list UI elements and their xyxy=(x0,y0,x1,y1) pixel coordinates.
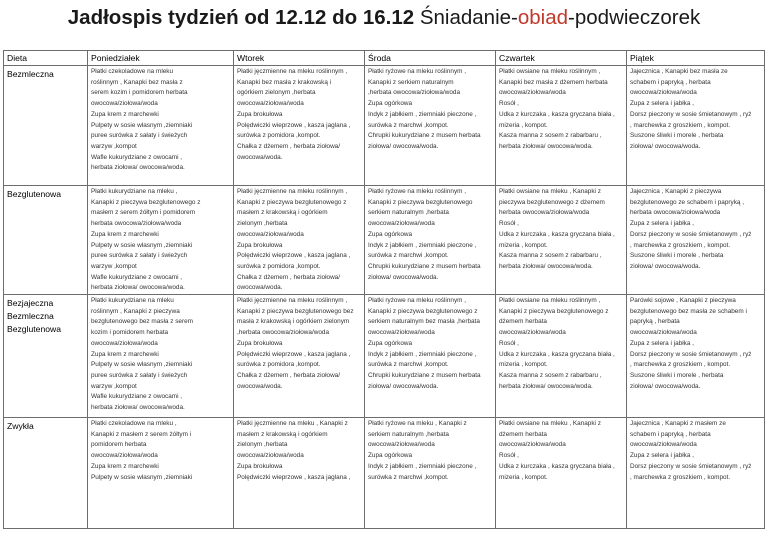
title-meal-breakfast: Śniadanie xyxy=(419,6,512,29)
menu-line: herbata ziołowa/ owocowa/woda. xyxy=(499,142,593,150)
menu-cell xyxy=(88,66,234,186)
menu-line: Zupa z selera i jabłka , xyxy=(630,220,694,228)
menu-cell xyxy=(496,66,627,186)
menu-line: warzyw ,kompot xyxy=(91,142,137,150)
menu-line: bezglutenowego ze schabem i papryką , xyxy=(630,198,745,206)
menu-line: Płatki jęczmienne na mleku , Kanapki z xyxy=(237,420,348,428)
menu-line: Płatki jęczmienne na mleku roślinnym , xyxy=(237,188,348,195)
menu-line: roślinnym , Kanapki z pieczywa xyxy=(91,307,180,315)
menu-cell xyxy=(496,295,627,418)
menu-line: Płatki czekoladowe na mleku xyxy=(91,68,174,75)
menu-line: Chrupki kukurydziane z musem herbata xyxy=(368,371,481,379)
menu-line: Dorsz pieczony w sosie śmietanowym , ryż xyxy=(630,462,752,470)
menu-cell xyxy=(365,418,496,529)
menu-line: Dorsz pieczony w sosie śmietanowym , ryż xyxy=(630,350,752,358)
menu-cell xyxy=(88,186,234,295)
menu-line: owocowa/ziołowa/woda xyxy=(91,452,158,460)
menu-line: Pulpety w sosie własnym ,ziemniaki xyxy=(91,241,193,249)
menu-line: Płatki ryżowe na mleku , Kanapki z xyxy=(368,420,467,428)
column-header-day: Piątek xyxy=(627,51,765,66)
menu-line: serem kozim i pomidorem herbata xyxy=(91,89,188,97)
menu-line: owocowa/ziołowa/woda xyxy=(368,441,435,449)
menu-line: Jajecznica , Kanapki bez masła ze xyxy=(630,68,728,75)
menu-line: Indyk z jabłkiem , ziemniaki pieczone , xyxy=(368,350,477,358)
menu-line: Dorsz pieczony w sosie śmietanowym , ryż xyxy=(630,230,752,238)
menu-cell xyxy=(365,186,496,295)
menu-line: Zupa z selera i jabłka , xyxy=(630,100,694,108)
menu-line: owocowa/ziołowa/woda xyxy=(368,220,435,228)
menu-line: Kanapki z pieczywa bezglutenowego z xyxy=(368,307,478,315)
menu-line: herbata owocowa/ziołowa/woda xyxy=(499,209,590,217)
diet-name: Bezjajeczna xyxy=(7,298,54,309)
menu-line: Chałka z dżemem , herbata ziołowa/ xyxy=(237,273,341,281)
menu-line: Płatki owsiane na mleku roślinnym , xyxy=(499,297,601,305)
diet-name: Bezglutenowa xyxy=(7,189,61,199)
menu-line: ,herbata owocowa/ziołowa/woda xyxy=(368,89,461,97)
column-header-day: Czwartek xyxy=(496,51,627,66)
menu-cell xyxy=(88,418,234,529)
menu-line: Jajecznica , Kanapki z pieczywa xyxy=(630,188,722,195)
menu-line: Płatki ryżowe na mleku roślinnym , xyxy=(368,68,467,75)
menu-line: warzyw ,kompot xyxy=(91,262,137,270)
menu-line: Kanapki z masłem z serem żółtym i xyxy=(91,430,192,438)
menu-cell xyxy=(365,66,496,186)
menu-line: Zupa krem z marchewki xyxy=(91,110,159,118)
menu-cell xyxy=(496,418,627,529)
menu-line: Rosół , xyxy=(499,339,519,347)
menu-line: surówka z marchwi ,kompot. xyxy=(368,252,449,260)
diet-name-cell xyxy=(4,186,88,295)
menu-line: zielonym ,herbata xyxy=(237,441,288,449)
menu-line: owocowa/woda. xyxy=(237,284,283,292)
menu-line: zielonym ,herbata xyxy=(237,220,288,228)
table-row xyxy=(4,66,765,186)
menu-line: , marchewka z groszkiem , kompot. xyxy=(630,473,731,481)
menu-line: Pulpety w sosie własnym ,ziemniaki xyxy=(91,361,193,369)
menu-line: Zupa ogórkowa xyxy=(368,100,413,108)
menu-line: owocowa/ziołowa/woda xyxy=(630,441,697,449)
column-header-day: Środa xyxy=(365,51,496,66)
table-row xyxy=(4,295,765,418)
menu-line: Indyk z jabłkiem , ziemniaki pieczone , xyxy=(368,462,477,470)
title-meal-snack: podwieczorek xyxy=(574,6,701,29)
menu-line: Zupa ogórkowa xyxy=(368,339,413,347)
menu-line: Suszone śliwki i morele , herbata xyxy=(630,252,724,260)
header-row xyxy=(4,51,765,66)
menu-line: owocowa/ziołowa/woda xyxy=(237,230,304,238)
menu-line: Kanapki z serkiem naturalnym xyxy=(368,78,454,86)
menu-cell xyxy=(627,418,765,529)
menu-line: , marchewka z groszkiem , kompot. xyxy=(630,361,731,369)
menu-line: Płatki jęczmienne na mleku roślinnym , xyxy=(237,297,348,305)
menu-line: Udka z kurczaka , kasza gryczana biała , xyxy=(499,350,615,358)
menu-cell xyxy=(627,186,765,295)
menu-cell xyxy=(627,295,765,418)
diet-name: Bezglutenowa xyxy=(7,324,61,335)
menu-line: Suszone śliwki i morele , herbata xyxy=(630,132,724,140)
diet-name: Zwykła xyxy=(7,421,34,432)
menu-line: ziołowa/ owocowa/woda. xyxy=(630,262,701,270)
menu-line: warzyw ,kompot xyxy=(91,382,137,390)
menu-line: Zupa krem z marchewki xyxy=(91,350,159,358)
menu-line: herbata owocowa/ziołowa/woda xyxy=(91,220,182,228)
column-header-day: Poniedziałek xyxy=(88,51,234,66)
page-title xyxy=(0,6,768,30)
menu-line: Indyk z jabłkiem , ziemniaki pieczone , xyxy=(368,241,477,249)
menu-line: Płatki owsiane na mleku , Kanapki z xyxy=(499,420,601,428)
title-main: Jadłospis tydzień od 12.12 do 16.12 xyxy=(67,6,415,29)
menu-line: ogórkiem zielonym ,herbata xyxy=(237,89,316,97)
menu-line: surówka z marchwi ,kompot. xyxy=(368,473,449,481)
menu-line: ,herbata owocowa/ziołowa/woda xyxy=(237,329,330,337)
menu-line: Płatki czekoladowe na mleku , xyxy=(91,420,177,428)
table-row xyxy=(4,418,765,529)
menu-line: Płatki kukurydziane na mleku xyxy=(91,297,174,305)
menu-line: Kasza manna z sosem z rabarbaru , xyxy=(499,252,602,260)
menu-line: Zupa krem z marchewki xyxy=(91,230,159,238)
menu-line: herbata ziołowa/ owocowa/woda. xyxy=(91,404,185,412)
menu-line: schabem i papryką , herbata xyxy=(630,430,711,438)
menu-line: Zupa ogórkowa xyxy=(368,452,413,460)
menu-line: Płatki kukurydziane na mleku , xyxy=(91,188,178,195)
menu-line: surówka z pomidora ,kompot. xyxy=(237,361,321,369)
menu-line: Pulpety w sosie własnym ,ziemniaki xyxy=(91,473,193,481)
menu-line: owocowa/ziołowa/woda xyxy=(630,329,697,337)
menu-line: owocowa/ziołowa/woda xyxy=(91,339,158,347)
menu-line: mizeria , kompot. xyxy=(499,473,548,481)
menu-line: Parówki sojowe , Kanapki z pieczywa xyxy=(630,297,736,305)
menu-line: herbata owocowa/ziołowa/woda xyxy=(630,209,721,217)
menu-line: Płatki owsiane na mleku roślinnym , xyxy=(499,68,601,75)
menu-line: Kanapki bez masła z dżemem herbata xyxy=(499,78,608,86)
column-header-day: Wtorek xyxy=(234,51,365,66)
menu-cell xyxy=(496,186,627,295)
menu-line: Rosół , xyxy=(499,100,519,108)
title-separator: - xyxy=(568,6,575,29)
menu-line: roślinnym , Kanapki bez masła z xyxy=(91,78,183,86)
menu-line: Chałka z dżemem , herbata ziołowa/ xyxy=(237,371,341,379)
menu-line: owocowa/ziołowa/woda xyxy=(630,89,697,97)
title-meal-lunch: obiad xyxy=(517,6,569,29)
menu-line: ziołowa/ owocowa/woda. xyxy=(630,142,701,150)
menu-line: serkiem naturalnym ,herbata xyxy=(368,430,449,438)
menu-line: owocowa/woda. xyxy=(237,153,283,161)
column-header-diet: Dieta xyxy=(4,51,88,66)
menu-cell xyxy=(234,66,365,186)
menu-line: Jajecznica , Kanapki z masłem ze xyxy=(630,420,726,428)
diet-name-cell xyxy=(4,418,88,529)
menu-line: Zupa brokułowa xyxy=(237,339,283,347)
menu-line: owocowa/ziołowa/woda xyxy=(91,100,158,108)
menu-line: Pulpety w sosie własnym ,ziemniaki xyxy=(91,121,193,129)
menu-line: Zupa brokułowa xyxy=(237,110,283,118)
menu-line: Zupa brokułowa xyxy=(237,241,283,249)
menu-line: Kanapki z pieczywa bezglutenowego z xyxy=(237,198,347,206)
menu-line: owocowa/ziołowa/woda xyxy=(499,89,566,97)
menu-line: Udka z kurczaka , kasza gryczana biała , xyxy=(499,230,615,238)
menu-line: masłem z serem żółtym i pomidorem xyxy=(91,209,196,217)
menu-line: surówka z marchwi ,kompot. xyxy=(368,121,449,129)
menu-cell xyxy=(234,418,365,529)
menu-line: Kanapki bez masła z krakowską i xyxy=(237,78,332,86)
menu-line: mizeria , kompot. xyxy=(499,241,548,249)
menu-line: Rosół , xyxy=(499,220,519,228)
menu-line: Płatki jęczmienne na mleku roślinnym , xyxy=(237,68,348,75)
menu-line: Zupa krem z marchewki xyxy=(91,462,159,470)
menu-line: dżemem herbata xyxy=(499,318,547,326)
menu-line: herbata ziołowa/ owocowa/woda. xyxy=(91,284,185,292)
menu-line: dżemem herbata xyxy=(499,430,547,438)
menu-line: Udka z kurczaka , kasza gryczana biała , xyxy=(499,462,615,470)
menu-line: owocowa/ziołowa/woda xyxy=(368,329,435,337)
menu-line: papryką , herbata xyxy=(630,318,680,326)
menu-line: owocowa/ziołowa/woda xyxy=(237,452,304,460)
menu-cell xyxy=(365,295,496,418)
menu-line: herbata ziołowa/ owocowa/woda. xyxy=(91,164,185,172)
menu-line: Zupa ogórkowa xyxy=(368,230,413,238)
menu-line: mizeria , kompot. xyxy=(499,121,548,129)
menu-line: , marchewka z groszkiem , kompot. xyxy=(630,241,731,249)
menu-line: owocowa/ziołowa/woda xyxy=(499,329,566,337)
menu-line: Rosół , xyxy=(499,452,519,460)
diet-name-cell xyxy=(4,295,88,418)
menu-line: surówka z pomidora ,kompot. xyxy=(237,132,321,140)
menu-line: kozim i pomidorem herbata xyxy=(91,329,169,337)
menu-line: Kanapki z pieczywa bezglutenowego bez xyxy=(237,307,354,315)
menu-line: Chałka z dżemem , herbata ziołowa/ xyxy=(237,142,341,150)
menu-line: bezglutenowego bez masła ze schabem i xyxy=(630,307,747,315)
menu-line: Płatki ryżowe na mleku roślinnym , xyxy=(368,188,467,195)
menu-line: Polędwiczki wieprzowe , kasza jaglana , xyxy=(237,473,351,481)
menu-line: pomidorem herbata xyxy=(91,441,147,449)
menu-cell xyxy=(88,295,234,418)
menu-line: Udka z kurczaka , kasza gryczana biała , xyxy=(499,110,615,118)
menu-line: Polędwiczki wieprzowe , kasza jaglana , xyxy=(237,350,351,358)
menu-line: , marchewka z groszkiem , kompot. xyxy=(630,121,731,129)
menu-line: herbata ziołowa/ owocowa/woda. xyxy=(499,382,593,390)
menu-line: Zupa brokułowa xyxy=(237,462,283,470)
menu-line: pieczywa bezglutenowego z dżemem xyxy=(499,198,605,206)
menu-line: puree surówka z sałaty i świeżych xyxy=(91,371,188,379)
menu-cell xyxy=(234,186,365,295)
menu-line: Kasza manna z sosem z rabarbaru , xyxy=(499,371,602,379)
menu-line: Chrupki kukurydziane z musem herbata xyxy=(368,262,481,270)
menu-line: owocowa/ziołowa/woda xyxy=(499,441,566,449)
menu-line: Wafle kukurydziane z owocami , xyxy=(91,393,183,401)
menu-line: owocowa/woda. xyxy=(237,382,283,390)
diet-name: Bezmleczna xyxy=(7,69,54,79)
diet-name-cell xyxy=(4,66,88,186)
menu-line: Suszone śliwki i morele , herbata xyxy=(630,371,724,379)
menu-line: Kanapki z pieczywa bezglutenowego xyxy=(368,198,473,206)
menu-line: Wafle kukurydziane z owocami , xyxy=(91,153,183,161)
title-separator: - xyxy=(511,6,518,29)
menu-cell xyxy=(627,66,765,186)
menu-line: serkiem naturalnym bez masła ,herbata xyxy=(368,318,480,326)
menu-line: Indyk z jabłkiem , ziemniaki pieczone , xyxy=(368,110,477,118)
menu-line: owocowa/ziołowa/woda xyxy=(237,100,304,108)
menu-line: masłem z krakowską i ogórkiem xyxy=(237,209,328,217)
menu-line: schabem i papryką , herbata xyxy=(630,78,711,86)
menu-line: Polędwiczki wieprzowe , kasza jaglana , xyxy=(237,121,351,129)
menu-table xyxy=(3,50,765,529)
menu-line: Zupa z selera i jabłka , xyxy=(630,452,694,460)
menu-line: surówka z pomidora ,kompot. xyxy=(237,262,321,270)
menu-line: ziołowa/ owocowa/woda. xyxy=(368,273,439,281)
menu-line: puree surówka z sałaty i świeżych xyxy=(91,132,188,140)
table-row xyxy=(4,186,765,295)
menu-line: surówka z marchwi ,kompot. xyxy=(368,361,449,369)
menu-line: ziołowa/ owocowa/woda. xyxy=(630,382,701,390)
menu-line: Dorsz pieczony w sosie śmietanowym , ryż xyxy=(630,110,752,118)
menu-line: serkiem naturalnym ,herbata xyxy=(368,209,449,217)
menu-line: Wafle kukurydziane z owocami , xyxy=(91,273,183,281)
menu-line: Chrupki kukurydziane z musem herbata xyxy=(368,132,481,140)
menu-line: Kanapki z pieczywa bezglutenowego z xyxy=(91,198,201,206)
menu-line: mizeria , kompot. xyxy=(499,361,548,369)
menu-line: Płatki ryżowe na mleku roślinnym , xyxy=(368,297,467,305)
menu-line: puree surówka z sałaty i świeżych xyxy=(91,252,188,260)
menu-line: Płatki owsiane na mleku , Kanapki z xyxy=(499,188,601,195)
menu-cell xyxy=(234,295,365,418)
menu-line: masła z krakowską i ogórkiem zielonym xyxy=(237,318,350,326)
menu-line: bezglutenowego bez masła z serem xyxy=(91,318,193,326)
menu-line: Zupa z selera i jabłka , xyxy=(630,339,694,347)
menu-line: Kanapki z pieczywa bezglutenowego z xyxy=(499,307,609,315)
menu-line: ziołowa/ owocowa/woda. xyxy=(368,142,439,150)
menu-line: masłem z krakowską i ogórkiem xyxy=(237,430,328,438)
menu-line: ziołowa/ owocowa/woda. xyxy=(368,382,439,390)
menu-line: herbata ziołowa/ owocowa/woda. xyxy=(499,262,593,270)
diet-name: Bezmleczna xyxy=(7,311,54,322)
menu-line: Polędwiczki wieprzowe , kasza jaglana , xyxy=(237,252,351,260)
menu-line: Kasza manna z sosem z rabarbaru , xyxy=(499,132,602,140)
